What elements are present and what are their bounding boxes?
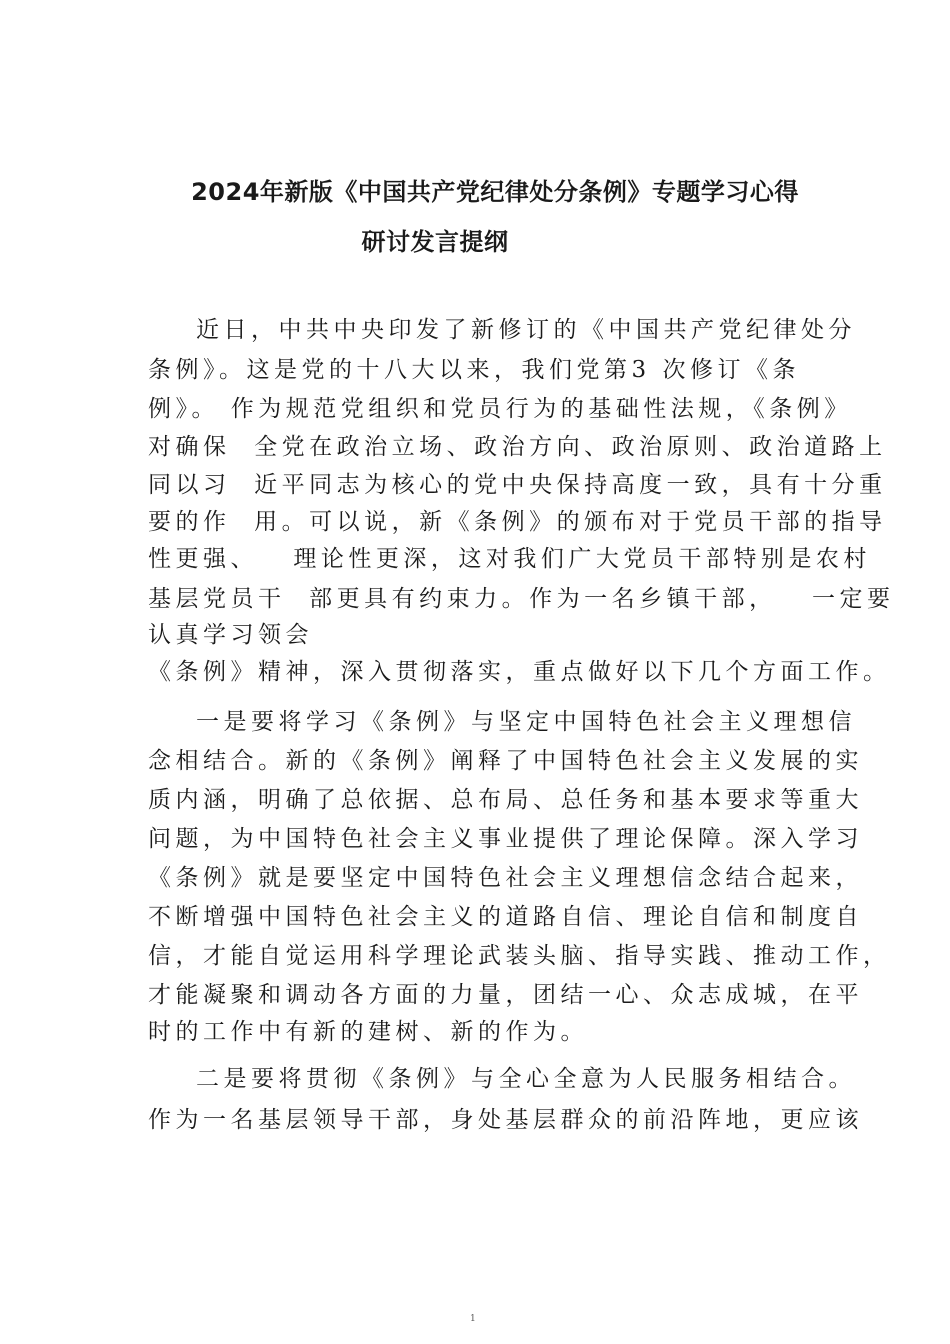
paragraph-2-line: 问题，为中国特色社会主义事业提供了理论保障。深入学习 <box>148 826 863 852</box>
paragraph-2-line: 信，才能自觉运用科学理论武装头脑、指导实践、推动工作， <box>148 943 891 969</box>
paragraph-1-line: 性更强、 理论性更深，这对我们广大党员干部特别是农村 <box>148 546 871 572</box>
paragraph-1-line: 例》。 作为规范党组织和党员行为的基础性法规，《条例》 <box>148 396 852 422</box>
paragraph-1-line: 基层党员干 部更具有约束力。作为一名乡镇干部， 一定要 <box>148 586 895 612</box>
paragraph-2-line: 《条例》就是要坚定中国特色社会主义理想信念结合起来， <box>148 865 863 891</box>
paragraph-2-line: 质内涵，明确了总依据、总布局、总任务和基本要求等重大 <box>148 787 863 813</box>
paragraph-1-line: 同以习 近平同志为核心的党中央保持高度一致，具有十分重 <box>148 472 887 498</box>
paragraph-2-line: 念相结合。新的《条例》阐释了中国特色社会主义发展的实 <box>148 748 863 774</box>
paragraph-3-line: 作为一名基层领导干部，身处基层群众的前沿阵地，更应该 <box>148 1107 863 1133</box>
paragraph-2-line: 一是要将学习《条例》与坚定中国特色社会主义理想信 <box>196 709 856 735</box>
paragraph-1-line: 近日，中共中央印发了新修订的《中国共产党纪律处分 <box>196 317 856 343</box>
paragraph-2-line: 不断增强中国特色社会主义的道路自信、理论自信和制度自 <box>148 904 863 930</box>
paragraph-3-line: 二是要将贯彻《条例》与全心全意为人民服务相结合。 <box>196 1066 856 1092</box>
paragraph-1-line: 《条例》精神，深入贯彻落实，重点做好以下几个方面工作。 <box>148 659 891 685</box>
paragraph-1-line: 对确保 全党在政治立场、政治方向、政治原则、政治道路上 <box>148 434 887 460</box>
page-number: 1 <box>470 1314 476 1324</box>
paragraph-1-line: 要的作 用。可以说，新《条例》的颁布对于党员干部的指导 <box>148 509 887 535</box>
paragraph-2-line: 才能凝聚和调动各方面的力量，团结一心、众志成城，在平 <box>148 982 863 1008</box>
document-title-line-2: 研讨发言提纲 <box>361 228 509 256</box>
paragraph-2-line: 时的工作中有新的建树、新的作为。 <box>148 1019 588 1045</box>
paragraph-1-line: 条例》。这是党的十八大以来，我们党第3 次修订《条 <box>148 357 800 383</box>
paragraph-1-line: 认真学习领会 <box>148 622 313 648</box>
document-title-line-1: 2024年新版《中国共产党纪律处分条例》专题学习心得 <box>191 178 799 206</box>
